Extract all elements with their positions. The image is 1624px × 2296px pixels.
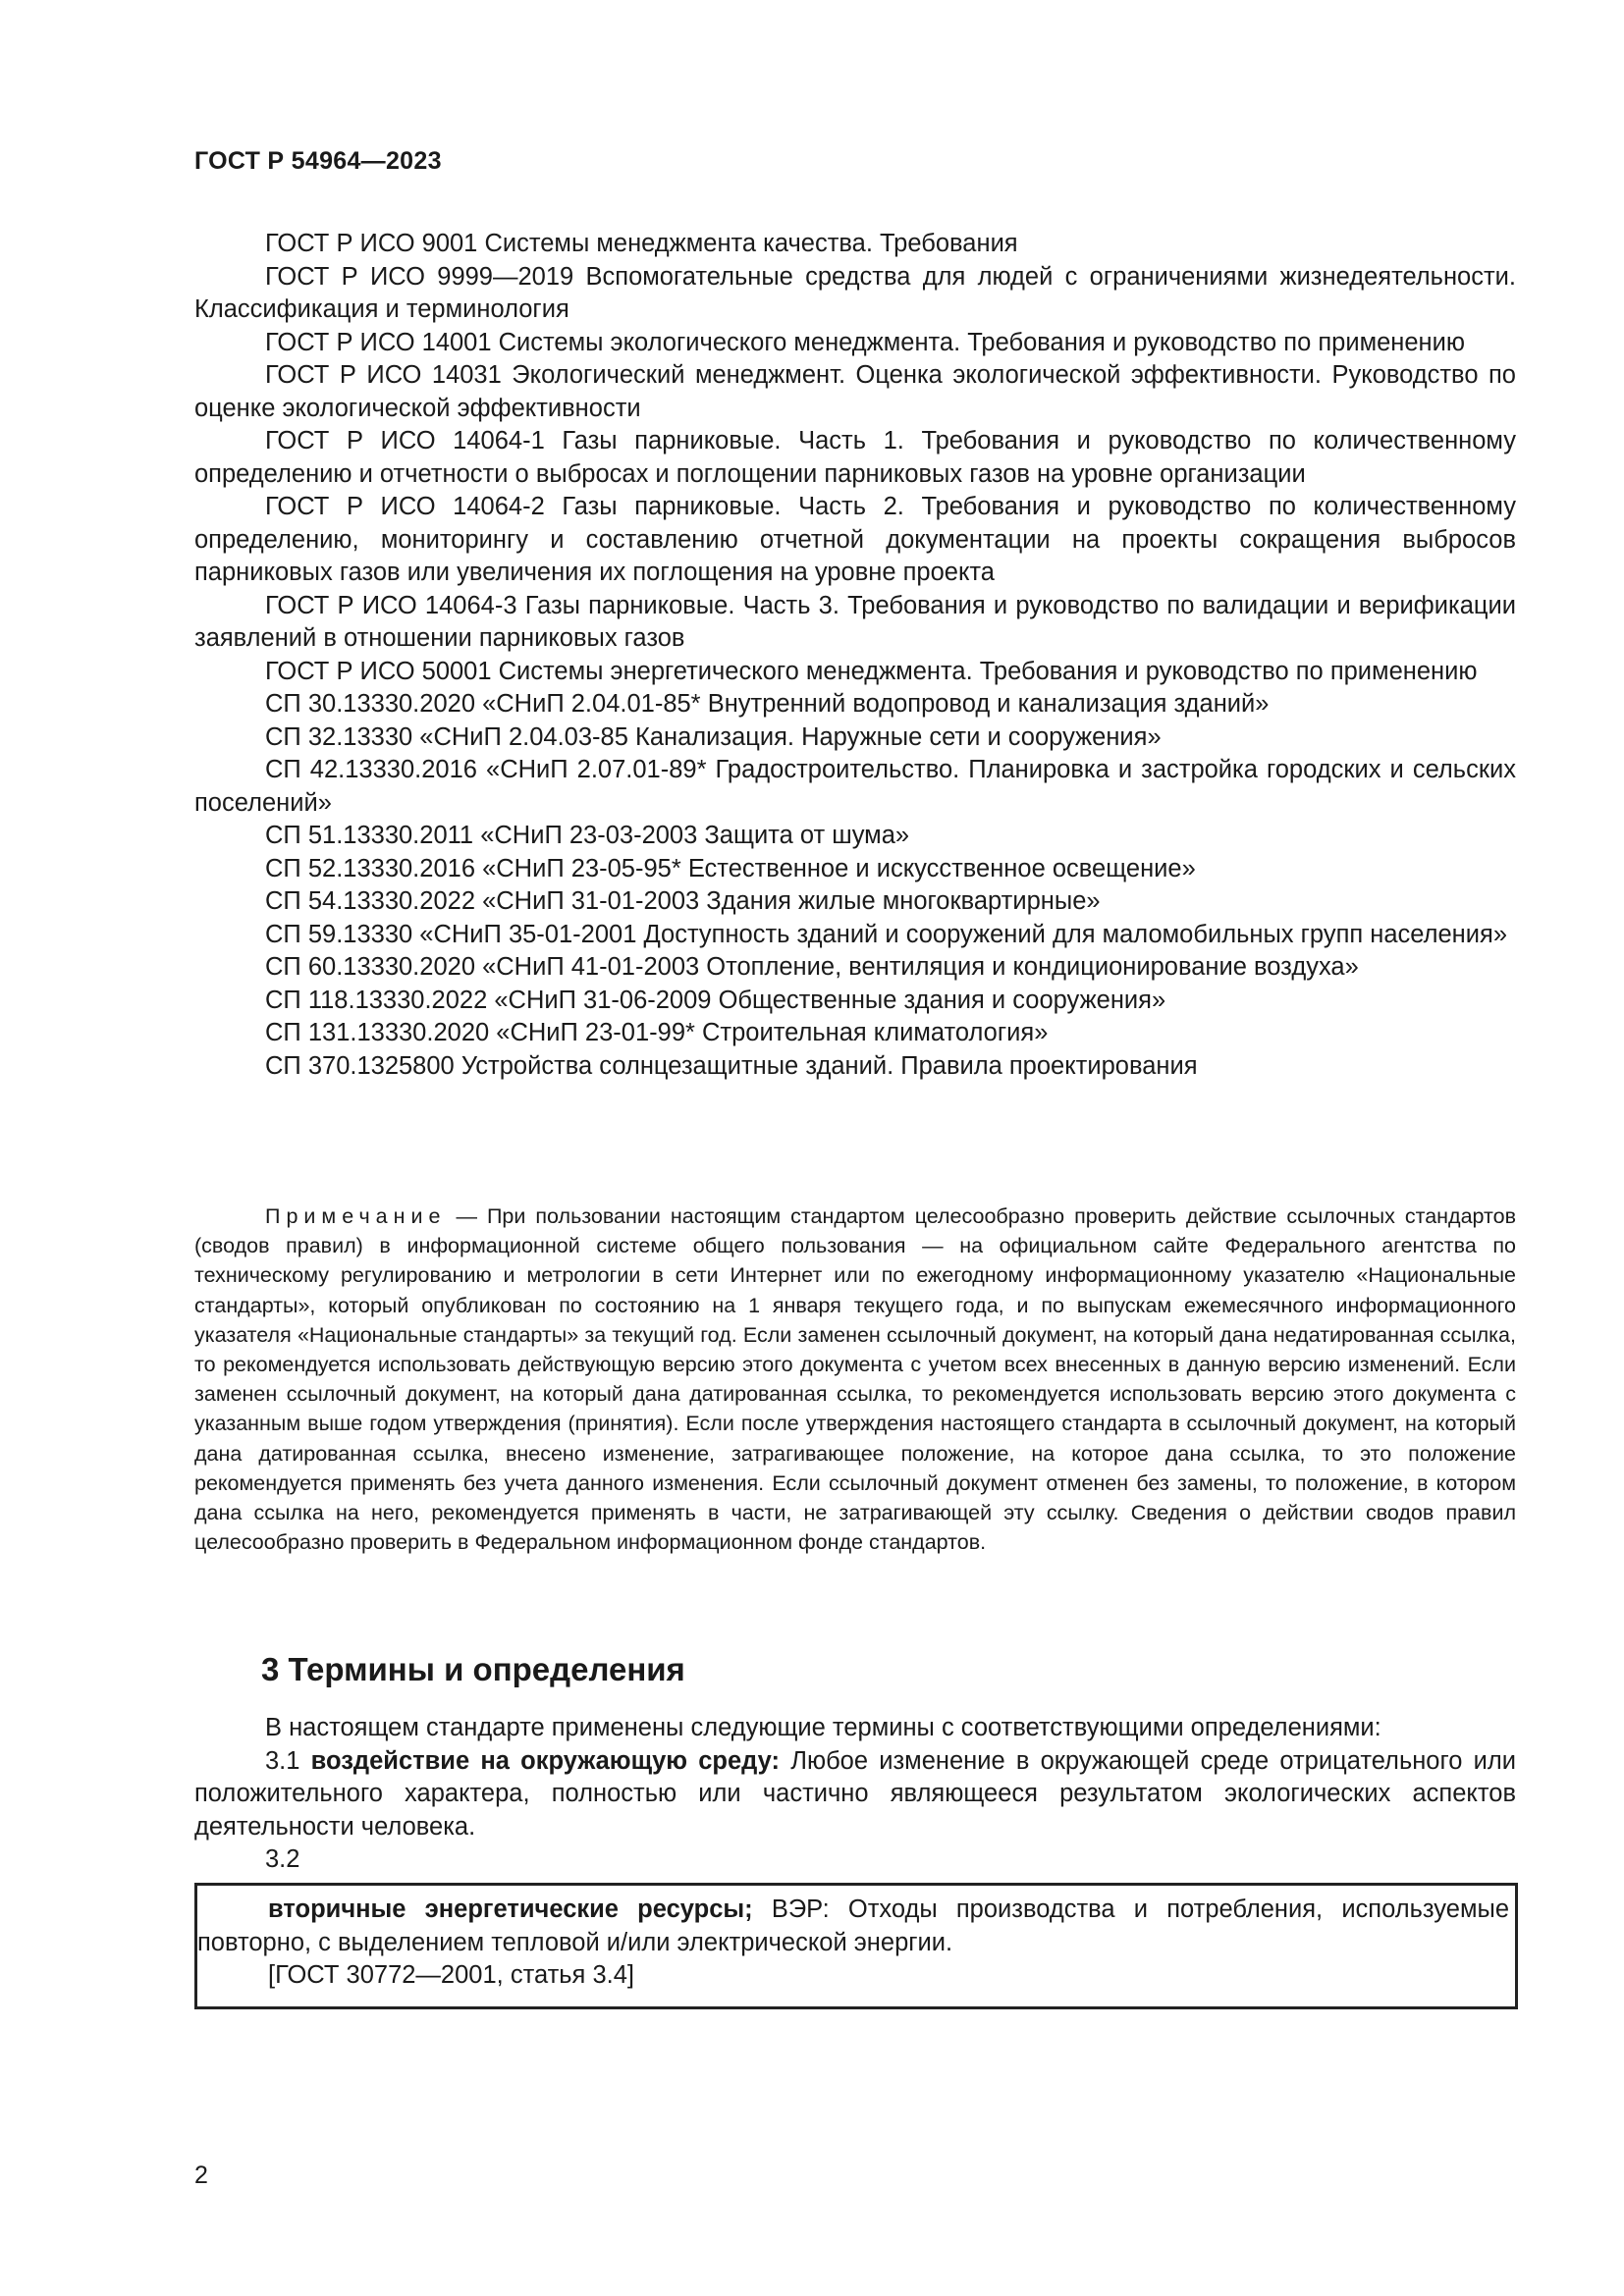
reference-item: ГОСТ Р ИСО 14064-2 Газы парниковые. Часть 2. Требования и руководство по количественному определению, мониторингу и составлению отчетной документации на проекты сокращения выбросов парниковых газов или увеличения их поглощения на уровне проекта bbox=[194, 493, 1516, 586]
reference-item: СП 60.13330.2020 «СНиП 41-01-2003 Отопление, вентиляция и кондиционирование воздуха» bbox=[265, 953, 1359, 981]
term-number: 3.1 bbox=[265, 1746, 311, 1775]
reference-item: СП 30.13330.2020 «СНиП 2.04.01-85* Внутренний водопровод и канализация зданий» bbox=[265, 690, 1270, 718]
reference-item: ГОСТ Р ИСО 14064-1 Газы парниковые. Часть 1. Требования и руководство по количественному определению и отчетности о выбросах и поглощении парниковых газов на уровне организации bbox=[194, 427, 1516, 488]
reference-item: ГОСТ Р ИСО 9001 Системы менеджмента качества. Требования bbox=[265, 230, 1018, 257]
normative-references-list bbox=[194, 228, 1516, 1083]
references-note bbox=[194, 1201, 1516, 1557]
term-3-2-number: 3.2 bbox=[265, 1845, 300, 1873]
document-code-header: ГОСТ Р 54964—2023 bbox=[194, 147, 442, 175]
reference-item: СП 370.1325800 Устройства солнцезащитные зданий. Правила проектирования bbox=[265, 1051, 1198, 1080]
term-definition: Любое изменение в окружающей среде отрицательного или положительного характера, полностью или частично являющееся результатом экологических аспектов деятельности человека. bbox=[194, 1746, 1516, 1841]
term-definition: ВЭР: Отходы производства и потребления, используемые повторно, с выделением тепловой и/или электрической энергии. bbox=[197, 1896, 1509, 1956]
terms-intro: В настоящем стандарте применены следующие термины с соответствующими определениями: bbox=[265, 1714, 1381, 1741]
term-3-2-box bbox=[194, 1883, 1518, 2009]
term-source: [ГОСТ 30772—2001, статья 3.4] bbox=[268, 1961, 634, 1989]
reference-item: ГОСТ Р ИСО 50001 Системы энергетического менеджмента. Требования и руководство по применению bbox=[265, 657, 1478, 685]
terms-section bbox=[194, 1712, 1516, 1877]
term-3-1 bbox=[194, 1745, 1516, 1844]
reference-item: ГОСТ Р ИСО 9999—2019 Вспомогательные средства для людей с ограничениями жизнедеятельности. Классификация и терминология bbox=[194, 262, 1516, 323]
term-3-2-definition bbox=[197, 1894, 1509, 1959]
reference-item: ГОСТ Р ИСО 14064-3 Газы парниковые. Часть 3. Требования и руководство по валидации и верификации заявлений в отношении парниковых газов bbox=[194, 591, 1516, 652]
reference-item: СП 59.13330 «СНиП 35-01-2001 Доступность зданий и сооружений для маломобильных групп населения» bbox=[265, 920, 1508, 948]
reference-item: ГОСТ Р ИСО 14001 Системы экологического менеджмента. Требования и руководство по применению bbox=[265, 328, 1465, 356]
reference-item: ГОСТ Р ИСО 14031 Экологический менеджмент. Оценка экологической эффективности. Руководство по оценке экологической эффективности bbox=[194, 361, 1516, 422]
page-number: 2 bbox=[194, 2162, 208, 2189]
note-text: — При пользовании настоящим стандартом целесообразно проверить действие ссылочных стандартов (сводов правил) в информационной системе общего пользования — на официальном сайте Федерального агентства по техническому регулированию и метрологии в сети Интернет или по ежегодному информационному указателю «Национальные стандарты», который опубликован по состоянию на 1 января текущего года, и по выпускам ежемесячного информационного указателя «Национальные стандарты» за текущий год. Если заменен ссылочный документ, на который дана недатированная ссылка, то рекомендуется использовать действующую версию этого документа с учетом всех внесенных в данную версию изменений. Если заменен ссылочный документ, на который дана датированная ссылка, то рекомендуется использовать версию этого документа с указанным выше годом утверждения (принятия). Если после утверждения настоящего стандарта в ссылочный документ, на который дана датированная ссылка, внесено изменение, затрагивающее положение, на которое дана ссылка, то это положение рекомендуется применять без учета данного изменения. Если ссылочный документ отменен без замены, то положение, в котором дана ссылка на него, рекомендуется применять в части, не затрагивающей эту ссылку. Сведения о действии сводов правил целесообразно проверить в Федеральном информационном фонде стандартов. bbox=[194, 1204, 1516, 1555]
term-name: воздействие на окружающую среду: bbox=[310, 1746, 781, 1775]
reference-item: СП 131.13330.2020 «СНиП 23-01-99* Строительная климатология» bbox=[265, 1019, 1049, 1046]
reference-item: СП 118.13330.2022 «СНиП 31-06-2009 Общественные здания и сооружения» bbox=[265, 986, 1166, 1014]
reference-item: СП 51.13330.2011 «СНиП 23-03-2003 Защита от шума» bbox=[265, 822, 910, 849]
reference-item: СП 54.13330.2022 «СНиП 31-01-2003 Здания жилые многоквартирные» bbox=[265, 887, 1101, 915]
reference-item: СП 42.13330.2016 «СНиП 2.07.01-89* Градостроительство. Планировка и застройка городских и сельских поселений» bbox=[194, 756, 1516, 817]
reference-item: СП 52.13330.2016 «СНиП 23-05-95* Естественное и искусственное освещение» bbox=[265, 854, 1196, 882]
term-name: вторичные энергетические ресурсы; bbox=[268, 1896, 753, 1923]
reference-item: СП 32.13330 «СНиП 2.04.03-85 Канализация. Наружные сети и сооружения» bbox=[265, 722, 1162, 751]
section-3-title: 3 Термины и определения bbox=[261, 1651, 685, 1687]
note-label: Примечание bbox=[265, 1204, 447, 1228]
